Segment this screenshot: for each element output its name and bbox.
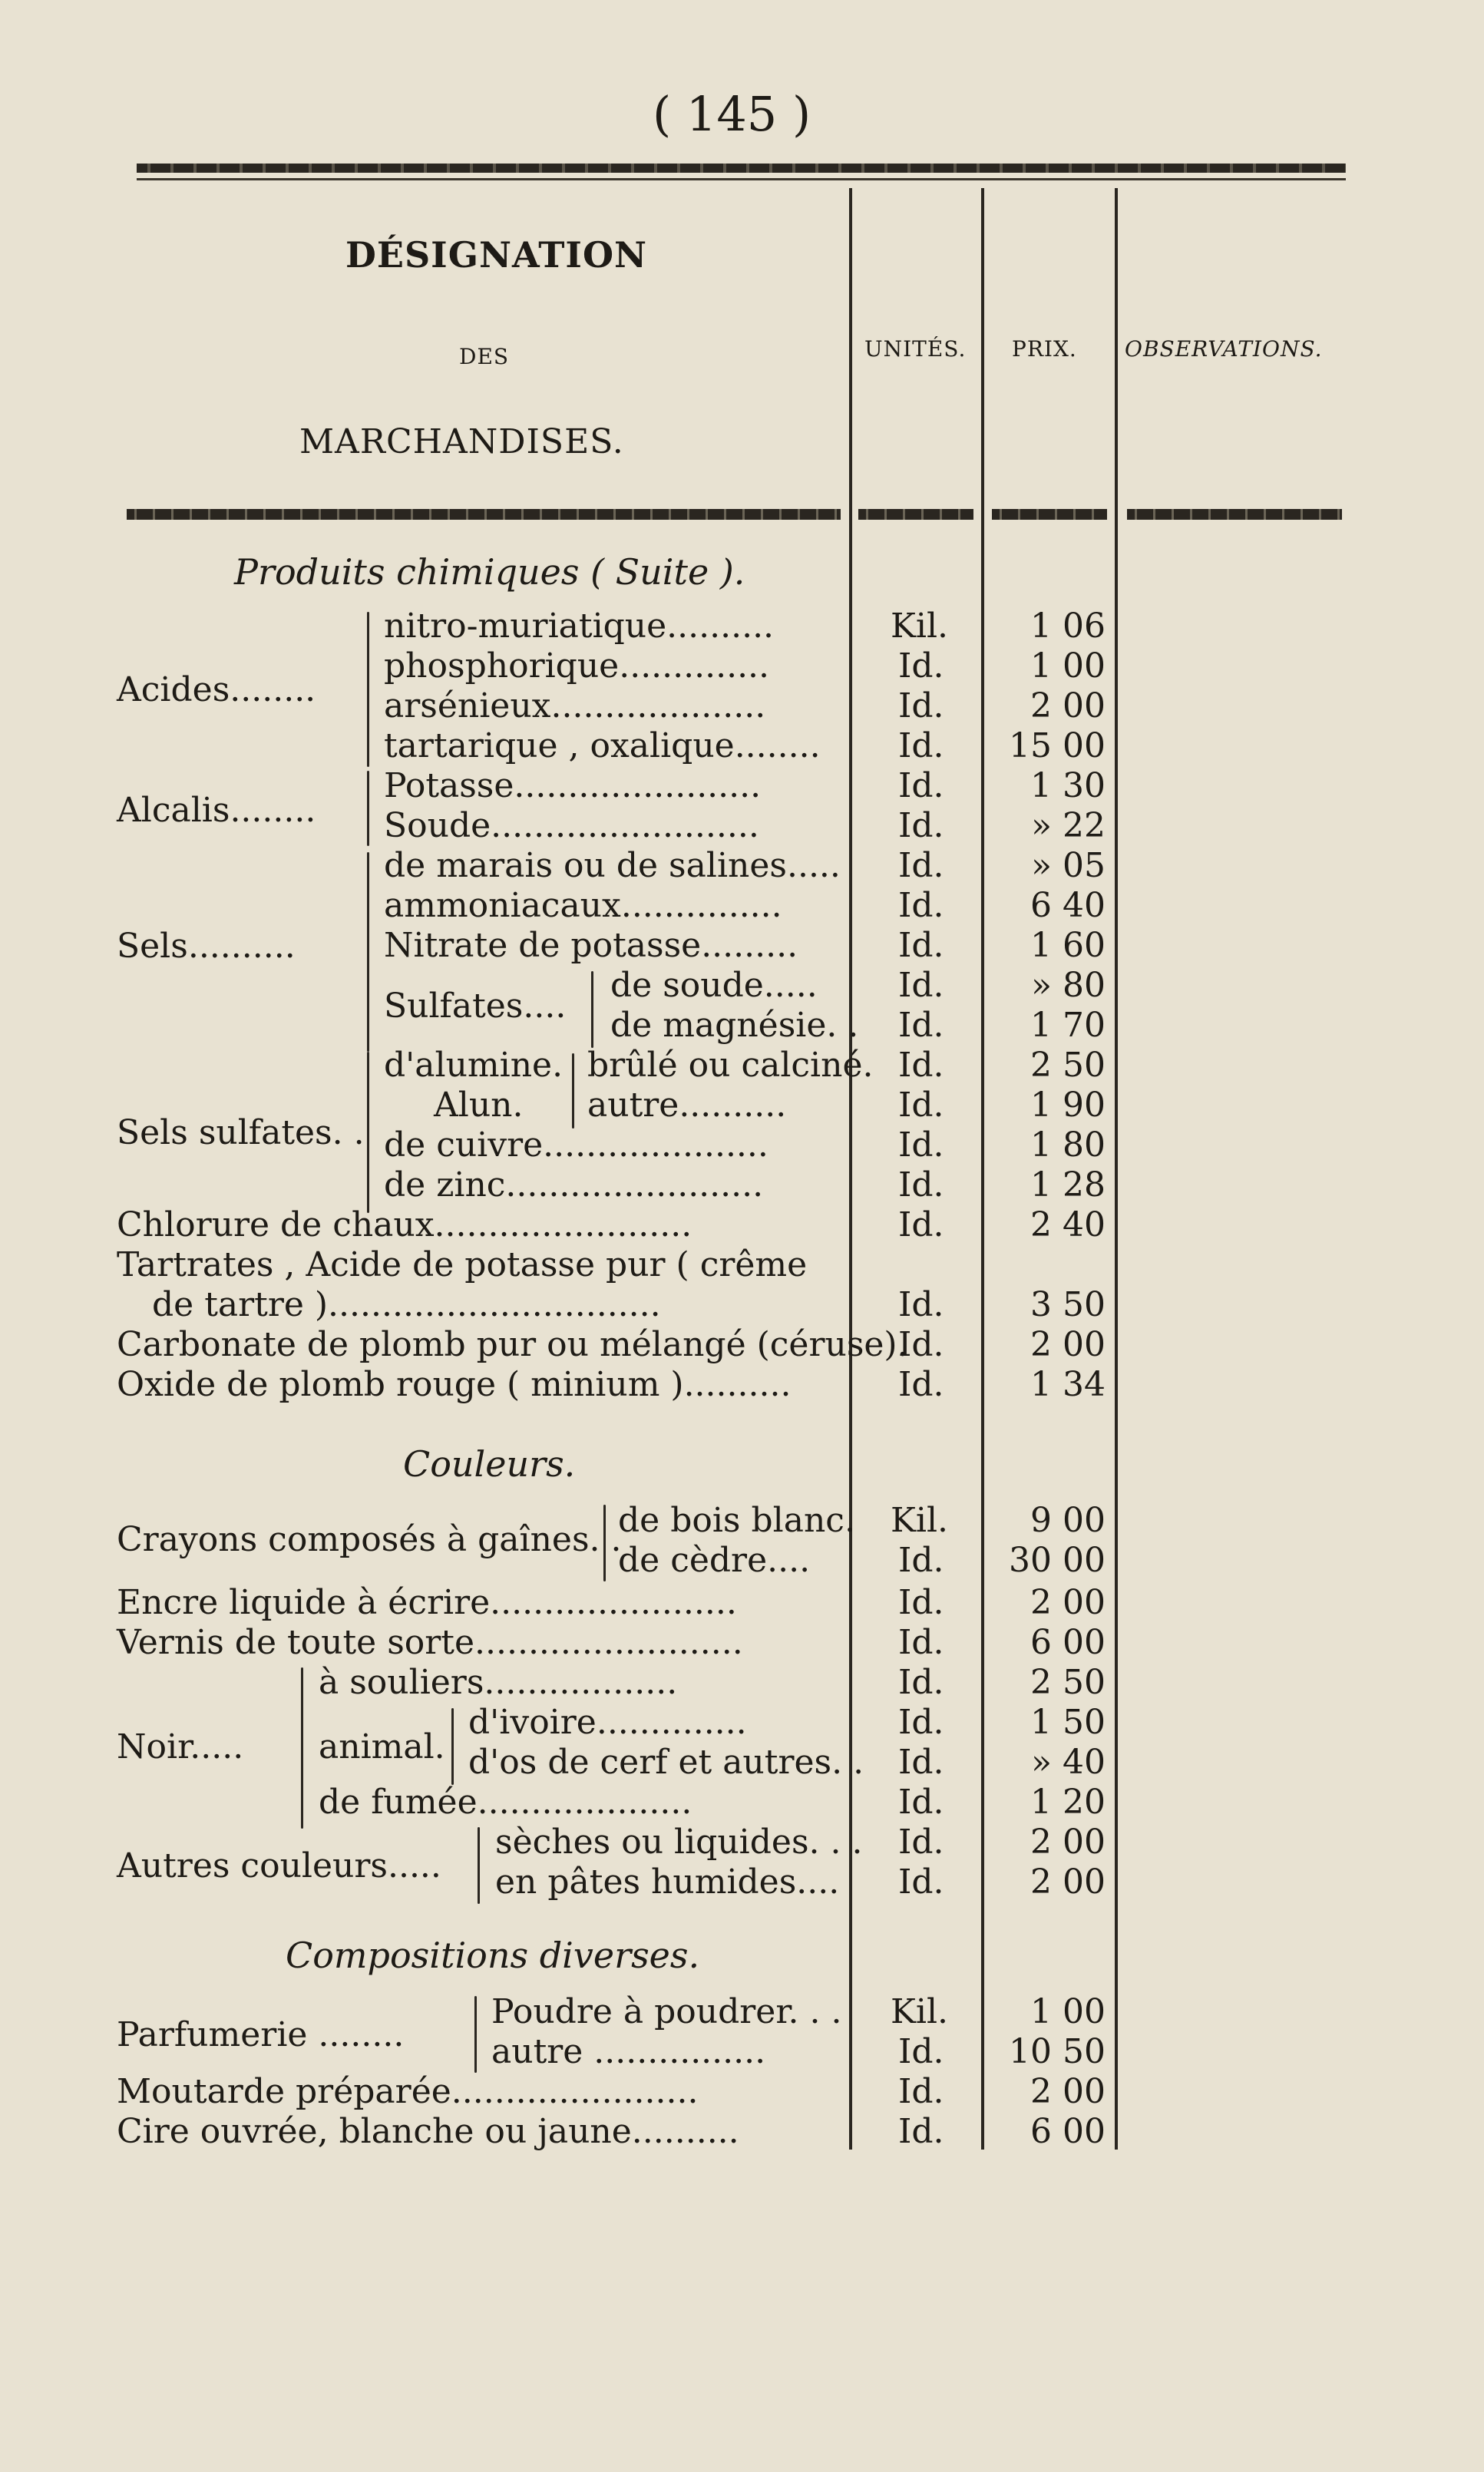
row-label: Potasse.......................: [384, 766, 762, 805]
brace-alumine: [572, 1053, 574, 1129]
price-cell: 2 50: [1030, 1663, 1106, 1702]
unit-cell: Id.: [898, 1006, 944, 1045]
unit-cell: Id.: [898, 806, 944, 845]
unit-cell: Id.: [898, 1125, 944, 1165]
brace-autres-couleurs: [478, 1827, 480, 1904]
row-label: sèches ou liquides. . .: [495, 1823, 863, 1862]
price-cell: 2 40: [1030, 1205, 1106, 1244]
row-label: autre..........: [587, 1086, 787, 1125]
unit-cell: Id.: [898, 1365, 944, 1404]
price-cell: 1 30: [1030, 766, 1106, 805]
brace-noir: [301, 1667, 303, 1829]
header-units: UNITÉS.: [864, 336, 967, 362]
column-divider-observations: [1115, 188, 1118, 2150]
price-cell: 1 34: [1030, 1365, 1106, 1404]
price-cell: 1 80: [1030, 1125, 1106, 1165]
row-label: Vernis de toute sorte.........................: [117, 1623, 743, 1662]
unit-cell: Id.: [898, 1623, 944, 1662]
row-label: Chlorure de chaux........................: [117, 1205, 692, 1244]
row-label: Oxide de plomb rouge ( minium )..........: [117, 1365, 792, 1404]
price-cell: 1 60: [1030, 926, 1106, 965]
row-label: Tartrates , Acide de potasse pur ( crême: [117, 1245, 808, 1284]
brace-parfumerie: [474, 1996, 477, 2073]
header-price: PRIX.: [1012, 336, 1077, 362]
row-label: Encre liquide à écrire.......................: [117, 1583, 737, 1622]
price-cell: 6 40: [1030, 886, 1106, 925]
header-observations: OBSERVATIONS.: [1125, 336, 1323, 362]
price-cell: 1 06: [1030, 606, 1106, 646]
row-label: Cire ouvrée, blanche ou jaune..........: [117, 2112, 739, 2151]
group-label-noir: Noir.....: [117, 1727, 244, 1766]
unit-cell: Kil.: [891, 1992, 949, 2031]
row-label: à souliers..................: [319, 1663, 678, 1702]
unit-cell: Id.: [898, 2112, 944, 2151]
row-label: Moutarde préparée.......................: [117, 2072, 699, 2111]
unit-cell: Id.: [898, 766, 944, 805]
header-rule-units: [858, 509, 973, 520]
row-label: d'ivoire..............: [468, 1703, 747, 1742]
price-cell: 15 00: [1009, 726, 1106, 765]
row-label: phosphorique..............: [384, 646, 770, 686]
price-cell: » 22: [1031, 806, 1106, 845]
header-rule-price: [992, 509, 1107, 520]
group-label-alun: Alun.: [434, 1086, 524, 1125]
price-cell: 3 50: [1030, 1285, 1106, 1324]
unit-cell: Id.: [898, 926, 944, 965]
price-cell: 6 00: [1030, 1623, 1106, 1662]
unit-cell: Id.: [898, 2072, 944, 2111]
row-label: de fumée....................: [319, 1783, 692, 1822]
unit-cell: Id.: [898, 1783, 944, 1822]
unit-cell: Id.: [898, 1703, 944, 1742]
row-label: de cuivre.....................: [384, 1125, 768, 1165]
unit-cell: Id.: [898, 646, 944, 686]
section-title: Produits chimiques ( Suite ).: [234, 551, 745, 593]
row-label: de bois blanc.: [618, 1501, 855, 1540]
row-label: tartarique , oxalique........: [384, 726, 821, 765]
brace-sels-sulfates: [367, 1052, 369, 1213]
unit-cell: Id.: [898, 1165, 944, 1205]
price-cell: 1 90: [1030, 1086, 1106, 1125]
group-label-sulfates: Sulfates....: [384, 986, 567, 1026]
unit-cell: Id.: [898, 726, 944, 765]
brace-sels: [367, 852, 369, 1052]
top-rule-thin: [137, 178, 1346, 180]
unit-cell: Id.: [898, 1862, 944, 1902]
column-divider-price: [981, 188, 984, 2150]
price-cell: 2 00: [1030, 1583, 1106, 1622]
row-label-secondary: brûlé ou calciné.: [587, 1046, 874, 1085]
price-cell: » 40: [1031, 1743, 1106, 1782]
row-label: d'os de cerf et autres. .: [468, 1743, 864, 1782]
header-rule-observations: [1127, 509, 1342, 520]
unit-cell: Id.: [898, 1541, 944, 1580]
row-label: de tartre )...............................: [152, 1285, 661, 1324]
price-cell: 2 00: [1030, 1862, 1106, 1902]
unit-cell: Kil.: [891, 606, 949, 646]
unit-cell: Id.: [898, 1046, 944, 1085]
row-label: de magnésie. .: [610, 1006, 859, 1045]
header-marchandises: MARCHANDISES.: [299, 422, 624, 461]
group-label-parfumerie: Parfumerie ........: [117, 2015, 405, 2054]
row-label: de marais ou de salines.....: [384, 846, 841, 885]
unit-cell: Id.: [898, 846, 944, 885]
unit-cell: Id.: [898, 1205, 944, 1244]
row-label: arsénieux....................: [384, 686, 766, 725]
price-cell: » 05: [1031, 846, 1106, 885]
price-cell: 9 00: [1030, 1501, 1106, 1540]
header-designation: DÉSIGNATION: [345, 234, 648, 276]
unit-cell: Id.: [898, 686, 944, 725]
unit-cell: Id.: [898, 1285, 944, 1324]
row-label: Soude.........................: [384, 806, 759, 845]
brace-crayons: [603, 1505, 606, 1581]
unit-cell: Id.: [898, 1086, 944, 1125]
price-cell: 30 00: [1009, 1541, 1106, 1580]
brace-acides: [367, 612, 369, 767]
header-rule-designation: [127, 509, 841, 520]
header-des: DES: [459, 344, 510, 369]
price-cell: 2 50: [1030, 1046, 1106, 1085]
price-cell: 1 70: [1030, 1006, 1106, 1045]
unit-cell: Id.: [898, 1743, 944, 1782]
group-label-crayons: Crayons composés à gaînes. .: [117, 1520, 622, 1559]
unit-cell: Id.: [898, 1823, 944, 1862]
price-cell: 2 00: [1030, 686, 1106, 725]
row-label: Nitrate de potasse.........: [384, 926, 798, 965]
group-label-animal: animal.: [319, 1727, 445, 1766]
brace-sulfates: [591, 971, 593, 1048]
brace-animal: [451, 1708, 454, 1785]
page-number: ( 145 ): [653, 86, 811, 142]
row-label: autre ................: [491, 2032, 766, 2071]
price-cell: 1 20: [1030, 1783, 1106, 1822]
unit-cell: Id.: [898, 1583, 944, 1622]
unit-cell: Id.: [898, 2032, 944, 2071]
row-label: d'alumine.: [384, 1046, 564, 1085]
brace-alcalis: [367, 771, 369, 846]
section-title: Couleurs.: [403, 1443, 576, 1485]
unit-cell: Id.: [898, 1325, 944, 1364]
unit-cell: Id.: [898, 966, 944, 1005]
top-rule: [137, 164, 1346, 173]
group-label-alcalis: Alcalis........: [117, 791, 316, 830]
unit-cell: Id.: [898, 1663, 944, 1702]
row-label: Carbonate de plomb pur ou mélangé (céruse).: [117, 1325, 908, 1364]
price-cell: 1 00: [1030, 1992, 1106, 2031]
group-label-sels: Sels..........: [117, 927, 296, 966]
group-label-autres-couleurs: Autres couleurs.....: [117, 1846, 441, 1885]
unit-cell: Id.: [898, 886, 944, 925]
price-cell: 1 00: [1030, 646, 1106, 686]
row-label: Poudre à poudrer. . .: [491, 1992, 842, 2031]
price-cell: 2 00: [1030, 1823, 1106, 1862]
price-cell: » 80: [1031, 966, 1106, 1005]
price-cell: 2 00: [1030, 1325, 1106, 1364]
price-cell: 10 50: [1009, 2032, 1106, 2071]
price-cell: 1 28: [1030, 1165, 1106, 1205]
row-label: de zinc........................: [384, 1165, 764, 1205]
row-label: nitro-muriatique..........: [384, 606, 775, 646]
price-cell: 2 00: [1030, 2072, 1106, 2111]
row-label: ammoniacaux...............: [384, 886, 782, 925]
group-label-sels-sulfates: Sels sulfates. .: [117, 1113, 365, 1152]
unit-cell: Kil.: [891, 1501, 949, 1540]
price-cell: 6 00: [1030, 2112, 1106, 2151]
row-label: en pâtes humides....: [495, 1862, 840, 1902]
row-label: de soude.....: [610, 966, 818, 1005]
price-cell: 1 50: [1030, 1703, 1106, 1742]
row-label: de cèdre....: [618, 1541, 811, 1580]
section-title: Compositions diverses.: [286, 1935, 700, 1976]
group-label-acides: Acides........: [117, 670, 316, 709]
